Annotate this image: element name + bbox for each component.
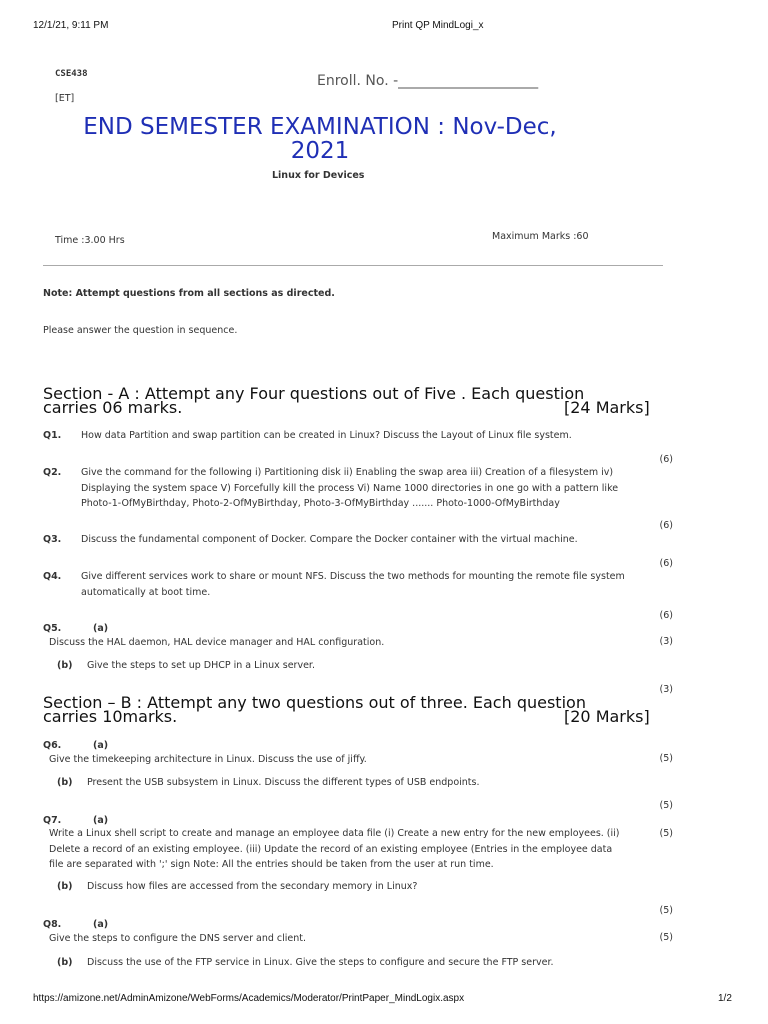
q5a-marks: (3) bbox=[659, 636, 673, 647]
q3-marks: (6) bbox=[659, 558, 673, 569]
course-code: CSE438 bbox=[55, 69, 88, 79]
q2-marks: (6) bbox=[659, 520, 673, 531]
q8b-text: Discuss the use of the FTP service in Linux. Give the steps to configure and secure the FTP server. bbox=[87, 957, 554, 968]
subject-name: Linux for Devices bbox=[272, 170, 365, 181]
q7a-text: Write a Linux shell script to create and manage an employee data file (i) Create a new entry for the new employees. (ii) Delete a record of an existing employee. (iii) Update the record of an existing employee (Entries in the employee data file are separated with ';' sign Note: All the entries should be taken from the user at run time. bbox=[49, 828, 620, 870]
q5a-label: (a) bbox=[93, 623, 109, 634]
q7a-marks: (5) bbox=[659, 828, 673, 839]
print-url: https://amizone.net/AdminAmizone/WebForms/Academics/Moderator/PrintPaper_MindLogix.aspx bbox=[33, 993, 465, 1004]
course-tag: [ET] bbox=[55, 93, 75, 104]
exam-time: Time :3.00 Hrs bbox=[55, 235, 125, 246]
q5b-text: Give the steps to set up DHCP in a Linux server. bbox=[87, 660, 315, 671]
q6a-marks: (5) bbox=[659, 753, 673, 764]
q7b-label: (b) bbox=[57, 881, 73, 892]
q6a-text: Give the timekeeping architecture in Linux. Discuss the use of jiffy. bbox=[49, 754, 367, 765]
q5b-label: (b) bbox=[57, 660, 73, 671]
q8a-marks: (5) bbox=[659, 932, 673, 943]
section-b-heading-line1: Section – B : Attempt any two questions out of three. Each question bbox=[43, 693, 586, 712]
q5a-text: Discuss the HAL daemon, HAL device manager and HAL configuration. bbox=[49, 637, 385, 648]
q1-number: Q1. bbox=[43, 430, 62, 441]
enroll-number: Enroll. No. -____________________ bbox=[317, 73, 539, 89]
q5-number: Q5. bbox=[43, 623, 62, 634]
q7b-marks: (5) bbox=[659, 905, 673, 916]
exam-title-line1: END SEMESTER EXAMINATION : Nov-Dec, bbox=[83, 114, 557, 140]
q8b-label: (b) bbox=[57, 957, 73, 968]
q4-marks: (6) bbox=[659, 610, 673, 621]
q7-number: Q7. bbox=[43, 815, 62, 826]
q6b-text: Present the USB subsystem in Linux. Discuss the different types of USB endpoints. bbox=[87, 777, 480, 788]
print-title: Print QP MindLogi_x bbox=[392, 20, 484, 31]
q8a-text: Give the steps to configure the DNS server and client. bbox=[49, 933, 307, 944]
q6a-label: (a) bbox=[93, 740, 109, 751]
q7b-text: Discuss how files are accessed from the secondary memory in Linux? bbox=[87, 881, 418, 892]
q6b-marks: (5) bbox=[659, 800, 673, 811]
q8a-label: (a) bbox=[93, 919, 109, 930]
q6b-label: (b) bbox=[57, 777, 73, 788]
q7a-label: (a) bbox=[93, 815, 109, 826]
q5b-marks: (3) bbox=[659, 684, 673, 695]
section-a-total: [24 Marks] bbox=[564, 398, 650, 417]
q4-text: Give different services work to share or mount NFS. Discuss the two methods for mounting the remote file system automatically at boot time. bbox=[81, 571, 625, 598]
q4-number: Q4. bbox=[43, 571, 62, 582]
max-marks: Maximum Marks :60 bbox=[492, 231, 589, 242]
section-b-heading-line2: carries 10marks. bbox=[43, 707, 178, 726]
exam-title bbox=[40, 115, 600, 163]
q3-number: Q3. bbox=[43, 534, 62, 545]
section-a-heading-line2: carries 06 marks. bbox=[43, 398, 183, 417]
print-datetime: 12/1/21, 9:11 PM bbox=[33, 20, 109, 31]
q1-marks: (6) bbox=[659, 454, 673, 465]
section-b-total: [20 Marks] bbox=[564, 707, 650, 726]
note: Note: Attempt questions from all sections as directed. bbox=[43, 288, 335, 299]
q3-text: Discuss the fundamental component of Docker. Compare the Docker container with the virtual machine. bbox=[81, 534, 578, 545]
q2-text: Give the command for the following i) Partitioning disk ii) Enabling the swap area iii) Creation of a filesystem iv) Displaying the system space V) Forcefully kill the process Vi) Name 1000 directories in one go with a pattern like Photo-1-OfMyBirthday, Photo-2-OfMyBirthday, Photo-3-OfMyBirthday ....... Photo-1000-OfMyBirthday bbox=[81, 467, 619, 509]
section-a-heading-line1: Section - A : Attempt any Four questions out of Five . Each question bbox=[43, 384, 585, 403]
q2-number: Q2. bbox=[43, 467, 62, 478]
q6-number: Q6. bbox=[43, 740, 62, 751]
header-divider bbox=[43, 265, 663, 266]
print-page-number: 1/2 bbox=[718, 993, 732, 1004]
exam-title-line2: 2021 bbox=[290, 138, 350, 164]
q1-text: How data Partition and swap partition can be created in Linux? Discuss the Layout of Linux file system. bbox=[81, 430, 572, 441]
instruction: Please answer the question in sequence. bbox=[43, 325, 238, 336]
q8-number: Q8. bbox=[43, 919, 62, 930]
